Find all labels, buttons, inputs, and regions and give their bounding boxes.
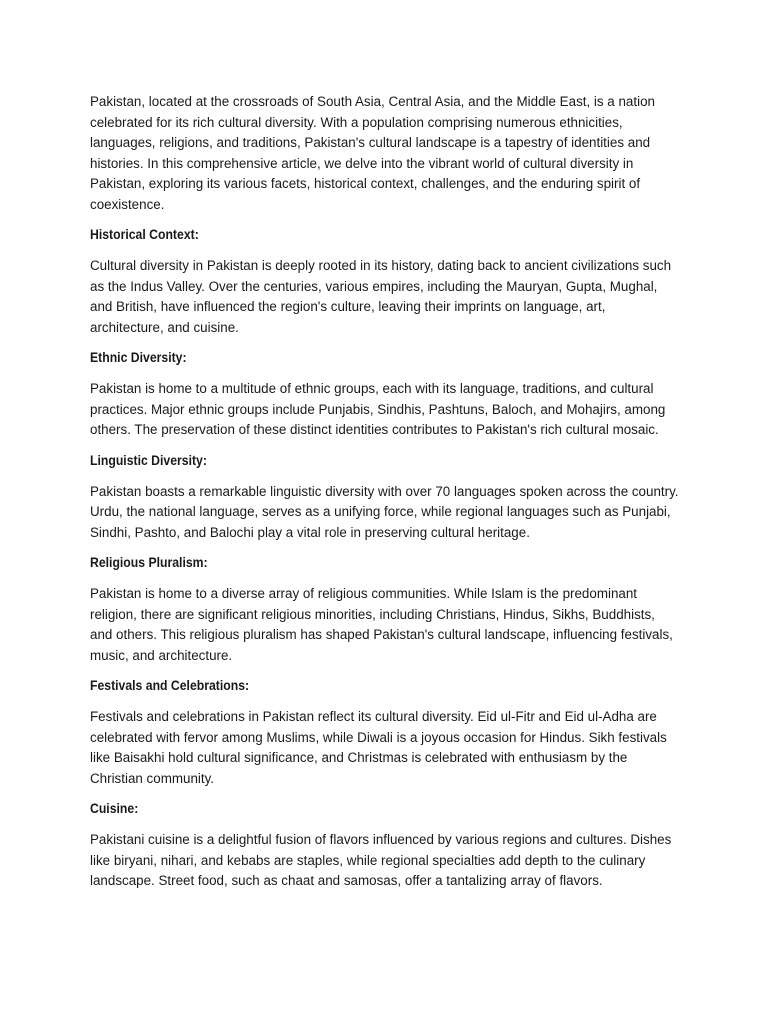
section-body-cuisine: Pakistani cuisine is a delightful fusion of flavors influenced by various regions and cultures. Dishes like biryani, nihari, and kebabs are staples, while regional specialties add depth to the culinary landscape. Street food, such as chaat and samosas, offer a tantalizing array of flavors. [90, 832, 672, 888]
section-heading-religious-pluralism: Religious Pluralism: [90, 555, 208, 570]
section-body-linguistic-diversity: Pakistan boasts a remarkable linguistic diversity with over 70 languages spoken across the country. Urdu, the national language, serves as a unifying force, while regional languages such as Punjabi, Sindhi, Pashto, and Balochi play a vital role in preserving cultural heritage. [90, 483, 679, 540]
section-heading-historical-context: Historical Context: [90, 227, 199, 242]
section-heading-festivals: Festivals and Celebrations: [90, 678, 250, 693]
section-body-ethnic-diversity: Pakistan is home to a multitude of ethnic groups, each with its language, traditions, and cultural practices. Major ethnic groups include Punjabis, Sindhis, Pashtuns, Baloch, and Mohajirs, among others. The preservation of these distinct identities contributes to Pakistan's rich cultural mosaic. [90, 381, 666, 437]
intro-paragraph: Pakistan, located at the crossroads of South Asia, Central Asia, and the Middle East, is a nation celebrated for its rich cultural diversity. With a population comprising numerous ethnicities, languages, religions, and traditions, Pakistan's cultural landscape is a tapestry of identities and histories. In this comprehensive article, we delve into the vibrant world of cultural diversity in Pakistan, exploring its various facets, historical context, challenges, and the enduring spirit of coexistence. [90, 94, 655, 212]
section-body-religious-pluralism: Pakistan is home to a diverse array of religious communities. While Islam is the predominant religion, there are significant religious minorities, including Christians, Hindus, Sikhs, Buddhists, and others. This religious pluralism has shaped Pakistan's cultural landscape, influencing festivals, music, and architecture. [90, 586, 673, 663]
section-body-historical-context: Cultural diversity in Pakistan is deeply rooted in its history, dating back to ancient civilizations such as the Indus Valley. Over the centuries, various empires, including the Mauryan, Gupta, Mughal, and British, have influenced the region's culture, leaving their imprints on language, art, architecture, and cuisine. [90, 258, 672, 335]
document-page [90, 92, 680, 902]
section-heading-linguistic-diversity: Linguistic Diversity: [90, 452, 207, 468]
section-body-festivals: Festivals and celebrations in Pakistan reflect its cultural diversity. Eid ul-Fitr and Eid ul-Adha are celebrated with fervor among Muslims, while Diwali is a joyous occasion for Hindus. Sikh festivals like Baisakhi hold cultural significance, and Christmas is celebrated with enthusiasm by the Christian community. [90, 709, 667, 786]
section-heading-cuisine: Cuisine: [90, 801, 139, 816]
section-heading-ethnic-diversity: Ethnic Diversity: [90, 350, 187, 365]
